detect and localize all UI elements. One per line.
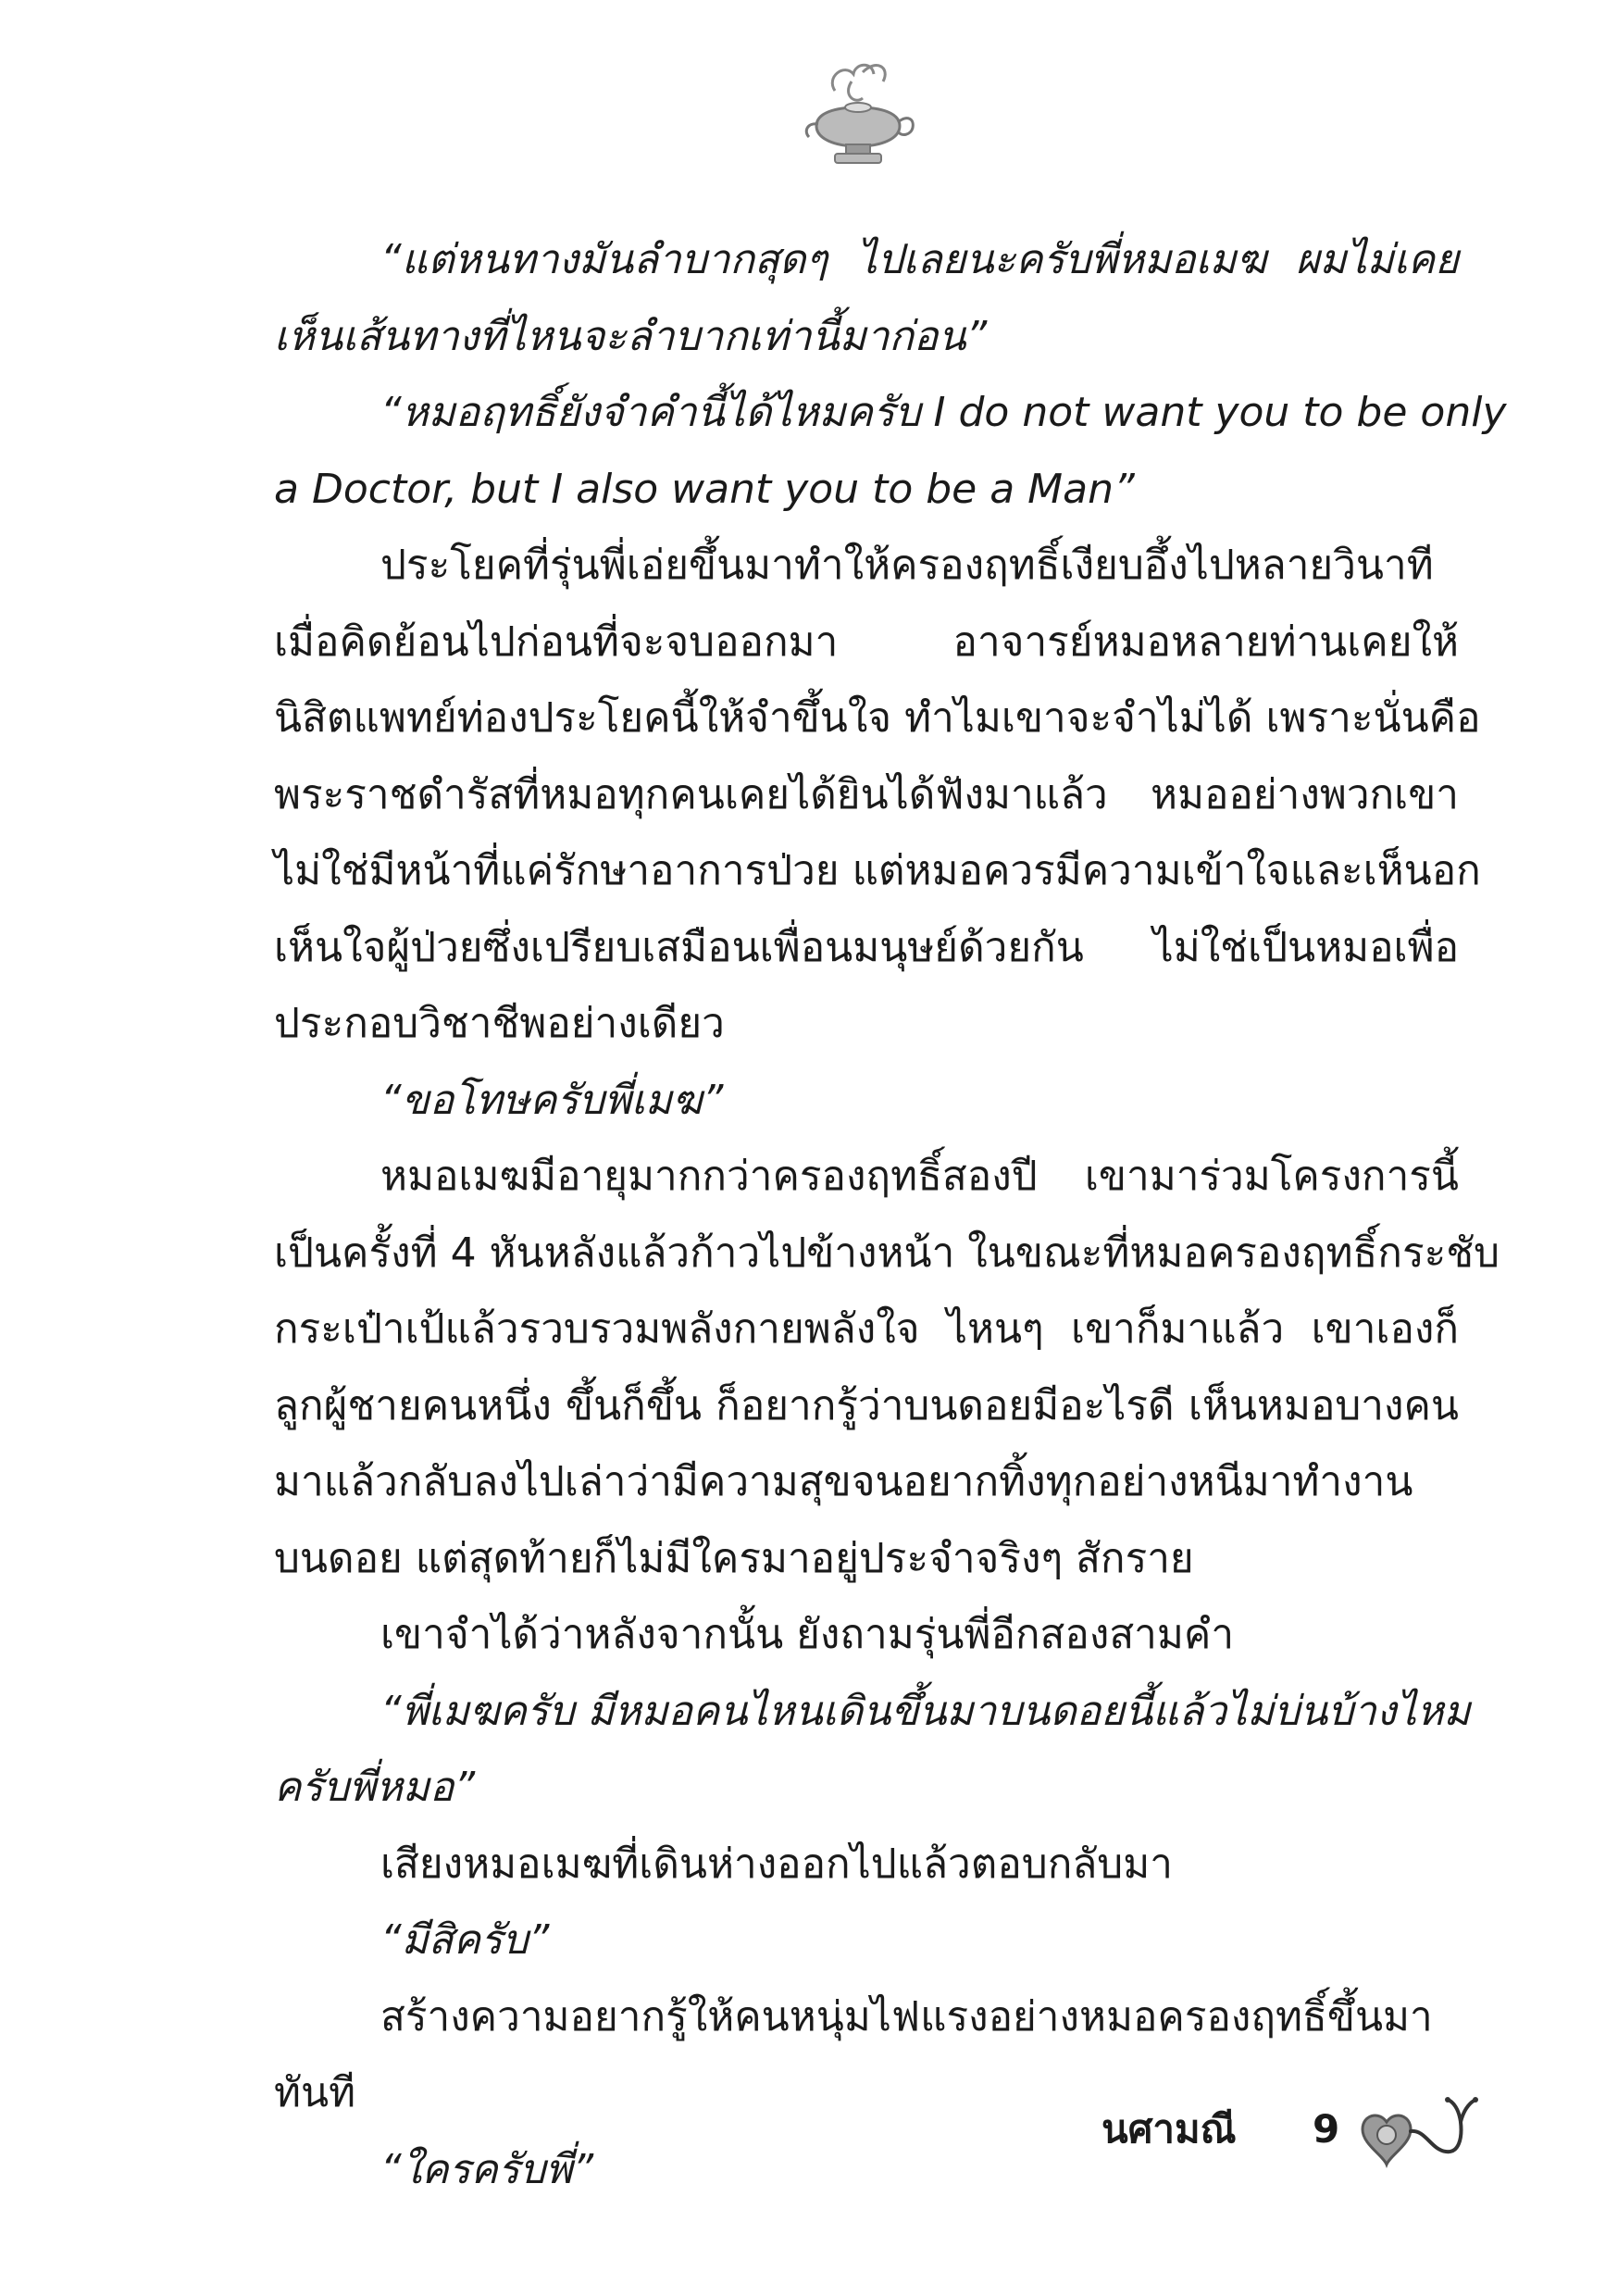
text-line: เห็นใจผู้ป่วยซึ่งเปรียบเสมือนเพื่อนมนุษย์ด้วยกัน ไม่ใช่เป็นหมอเพื่อ (274, 923, 1459, 971)
text-line: “มีสิครับ” (380, 1916, 550, 1964)
text-line: “ขอโทษครับพี่เมฆ” (380, 1076, 724, 1124)
text-line: ประโยคที่รุ่นพี่เอ่ยขึ้นมาทำให้ครองฤทธิ์เงียบอึ้งไปหลายวินาที (380, 542, 1434, 589)
text-line: พระราชดำรัสที่หมอทุกคนเคยได้ยินได้ฟังมาแล้ว หมออย่างพวกเขา (274, 770, 1459, 818)
page-number: 9 (1313, 2106, 1340, 2152)
text-line: เมื่อคิดย้อนไปก่อนที่จะจบออกมา อาจารย์หมอหลายท่านเคยให้ (274, 618, 1459, 666)
text-line: เป็นครั้งที่ 4 หันหลังแล้วก้าวไปข้างหน้า ในขณะที่หมอครองฤทธิ์กระชับ (274, 1229, 1500, 1277)
text-line: บนดอย แต่สุดท้ายก็ไม่มีใครมาอยู่ประจำจริงๆ สักราย (274, 1534, 1194, 1582)
text-line: ทันที (274, 2069, 356, 2116)
text-line: ไม่ใช่มีหน้าที่แค่รักษาอาการป่วย แต่หมอควรมีความเข้าใจและเห็นอก (274, 847, 1481, 894)
text-line: มาแล้วกลับลงไปเล่าว่ามีความสุขจนอยากทิ้งทุกอย่างหนีมาทำงาน (274, 1458, 1413, 1505)
text-line: กระเป๋าเป้แล้วรวบรวมพลังกายพลังใจ ไหนๆ เขาก็มาแล้ว เขาเองก็ (274, 1305, 1459, 1353)
text-line: “ใครครับพี่” (380, 2145, 594, 2193)
author-name: นศามณี (1101, 2106, 1237, 2152)
text-line: “แต่หนทางมันลำบากสุดๆ ไปเลยนะครับพี่หมอเมฆ ผมไม่เคย (380, 236, 1459, 283)
page-footer (1101, 2094, 1490, 2177)
text-line: “หมอฤทธิ์ยังจำคำนี้ได้ไหมครับ I do not want you to be only (380, 389, 1507, 436)
text-line: เขาจำได้ว่าหลังจากนั้น ยังถามรุ่นพี่อีกสองสามคำ (380, 1611, 1235, 1658)
text-line: เสียงหมอเมฆที่เดินห่างออกไปแล้วตอบกลับมา (380, 1840, 1173, 1888)
text-line: หมอเมฆมีอายุมากกว่าครองฤทธิ์สองปี เขามาร่วมโครงการนี้ (380, 1153, 1459, 1200)
genie-lamp-icon (798, 54, 918, 174)
text-line: ครับพี่หมอ” (274, 1764, 476, 1811)
text-line: สร้างความอยากรู้ให้คนหนุ่มไฟแรงอย่างหมอครองฤทธิ์ขึ้นมา (380, 1992, 1433, 2040)
text-line: “พี่เมฆครับ มีหมอคนไหนเดินขึ้นมาบนดอยนี้แล้วไม่บ่นบ้างไหม (380, 1687, 1471, 1735)
stethoscope-heart-icon (1353, 2094, 1483, 2177)
text-line: a Doctor, but I also want you to be a Man” (274, 465, 1135, 513)
text-line: นิสิตแพทย์ท่องประโยคนี้ให้จำขึ้นใจ ทำไมเขาจะจำไม่ได้ เพราะนั่นคือ (274, 694, 1481, 742)
text-line: ประกอบวิชาชีพอย่างเดียว (274, 1000, 725, 1047)
text-line: เห็นเส้นทางที่ไหนจะลำบากเท่านี้มาก่อน” (274, 312, 988, 360)
text-line: ลูกผู้ชายคนหนึ่ง ขึ้นก็ขึ้น ก็อยากรู้ว่าบนดอยมีอะไรดี เห็นหมอบางคน (274, 1381, 1459, 1429)
story-text (274, 222, 1507, 2208)
